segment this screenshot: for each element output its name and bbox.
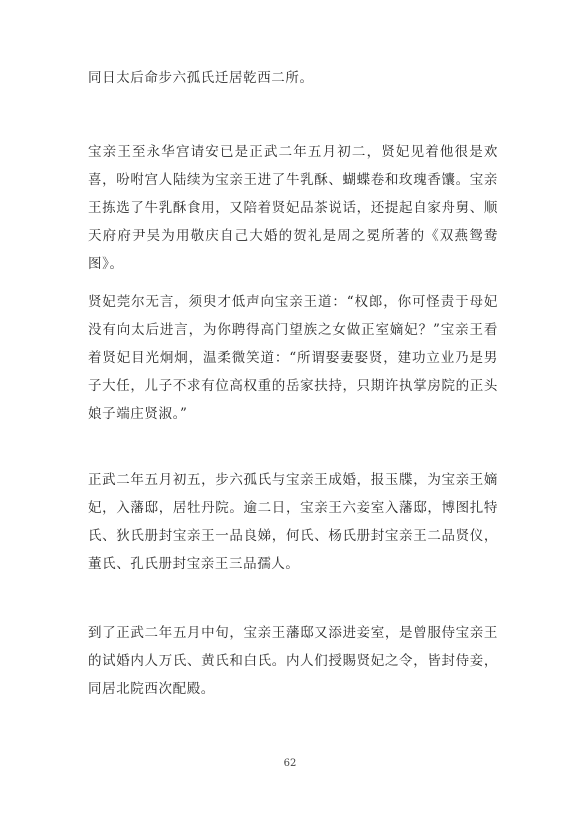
page-number: 62: [283, 758, 297, 769]
paragraph-1: 同日太后命步六孤氏迁居乾西二所。: [88, 70, 314, 86]
paragraph-2: 宝亲王至永华宫请安已是正武二年五月初二，贤妃见着他很是欢喜，吩咐宫人陆续为宝亲王进了牛乳酥、蝴蝶卷和玫瑰香馕。宝亲王拣选了牛乳酥食用，又陪着贤妃品茶说话，还提起自家舟舅、顺天府府尹吴为用敬庆自己大婚的贺礼是周之冕所著的《双燕鸳鸯图》。: [88, 144, 498, 272]
paragraph-4: 正武二年五月初五，步六孤氏与宝亲王成婚，报玉牒，为宝亲王嫡妃，入藩邸，居牡丹院。逾二日，宝亲王六妾室入藩邸，博图扎特氏、狄氏册封宝亲王一品良娣，何氏、杨氏册封宝亲王二品贤仪，董氏、孔氏册封宝亲王三品孺人。: [88, 472, 498, 572]
paragraph-5: 到了正武二年五月中旬，宝亲王藩邸又添进妾室，是曾服侍宝亲王的试婚内人万氏、黄氏和白氏。内人们授賜贤妃之令，皆封侍妾，同居北院西次配殿。: [88, 625, 498, 697]
paragraph-3: 贤妃莞尔无言，须臾才低声向宝亲王道：“权郎，你可怪责于母妃没有向太后进言，为你聘得高门望族之女做正室嫡妃？”宝亲王看着贤妃目光炯炯，温柔微笑道：“所谓娶妻娶贤，建功立业乃是男子大任，儿子不求有位高权重的岳家扶持，只期许执掌房院的正头娘子端庄贤淑。”: [88, 294, 498, 422]
